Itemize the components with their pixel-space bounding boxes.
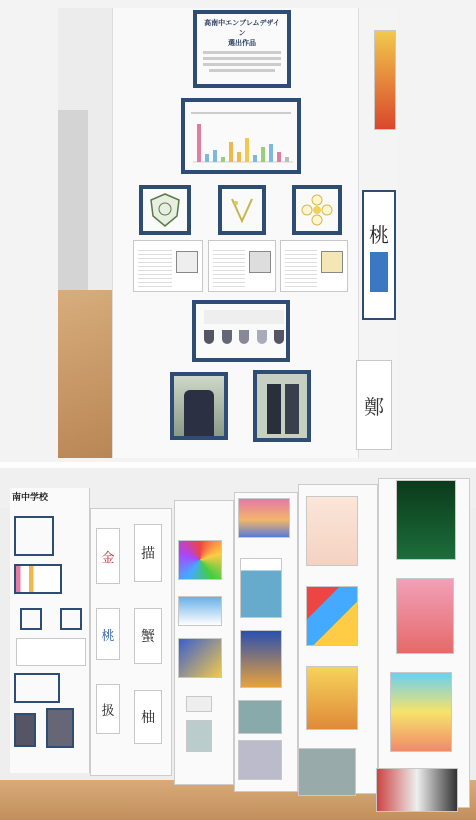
artwork-small-2 — [186, 720, 212, 752]
bar-chart-graphic — [185, 102, 297, 170]
artwork-boy — [306, 666, 358, 730]
artwork-abstract-2 — [376, 768, 458, 812]
emblem-v-icon — [227, 193, 257, 227]
emblem-flower-icon — [300, 193, 334, 227]
emblem-panel-2 — [218, 185, 266, 235]
calligraphy-6 — [134, 690, 162, 744]
calligraphy-4 — [134, 608, 162, 664]
left-photo-1 — [14, 713, 36, 747]
description-sheet-1 — [133, 240, 203, 292]
side-poster-3 — [356, 360, 392, 450]
left-emblem-row-2 — [60, 608, 82, 630]
left-chart-panel — [14, 564, 62, 594]
left-photo-2 — [46, 708, 74, 748]
bottom-photo — [0, 468, 476, 820]
calligraphy-char: 蟹 — [141, 629, 155, 645]
calligraphy-char: 桃 — [101, 628, 115, 644]
artwork-perspective — [178, 540, 222, 580]
artwork-city — [238, 700, 282, 734]
emblem-panel-1 — [139, 185, 191, 235]
left-sheet — [16, 638, 86, 666]
artwork-figure — [240, 630, 282, 688]
artwork-glasses — [298, 748, 356, 796]
calligraphy-char: 金 — [101, 550, 115, 566]
artwork-bottom — [238, 740, 282, 780]
side-poster-char: 桃 — [369, 222, 389, 247]
artwork-tower — [240, 558, 282, 618]
artwork-abstract — [306, 586, 358, 646]
emblem-shield-icon — [148, 192, 182, 228]
title-panel — [193, 10, 291, 88]
calligraphy-char: 柚 — [141, 710, 155, 726]
artwork-portrait-pastel — [306, 496, 358, 566]
artwork-instruments — [178, 638, 222, 678]
side-poster-2 — [362, 190, 396, 320]
school-sign: 南中学校 — [12, 493, 49, 503]
left-uniform-panel — [14, 673, 60, 703]
title-text-line — [203, 63, 281, 66]
side-poster-1 — [374, 30, 396, 130]
calligraphy-2 — [134, 524, 162, 582]
doorway — [58, 110, 88, 320]
title-text-line — [203, 57, 281, 60]
artwork-small-1 — [186, 696, 212, 712]
uniform-emblem-panel — [192, 300, 290, 362]
blazer-photo — [170, 372, 228, 440]
artwork-rainbow-girl — [390, 672, 452, 752]
calligraphy-char: 扱 — [101, 703, 115, 719]
mannequin-photo — [253, 370, 311, 442]
artwork-landscape — [238, 498, 290, 538]
calligraphy-char: 描 — [141, 546, 155, 562]
calligraphy-3 — [96, 608, 120, 660]
title-text-line — [209, 69, 275, 72]
title-line-2: 選出作品 — [228, 39, 256, 47]
calligraphy-1 — [96, 528, 120, 584]
artwork-matrix — [396, 480, 456, 560]
emblem-panel-3 — [292, 185, 342, 235]
description-sheet-3 — [280, 240, 348, 292]
title-line-1: 高南中エンブレムデザイン — [204, 19, 280, 37]
title-text-lines — [203, 51, 281, 54]
side-poster-char-2: 鄭 — [364, 394, 384, 419]
calligraphy-5 — [96, 684, 120, 734]
vote-chart-panel — [181, 98, 301, 174]
description-sheet-2 — [208, 240, 276, 292]
left-emblem-row — [20, 608, 42, 630]
artwork-girl-pink — [396, 578, 454, 654]
artwork-flowers — [178, 596, 222, 626]
left-title-panel — [14, 516, 54, 556]
